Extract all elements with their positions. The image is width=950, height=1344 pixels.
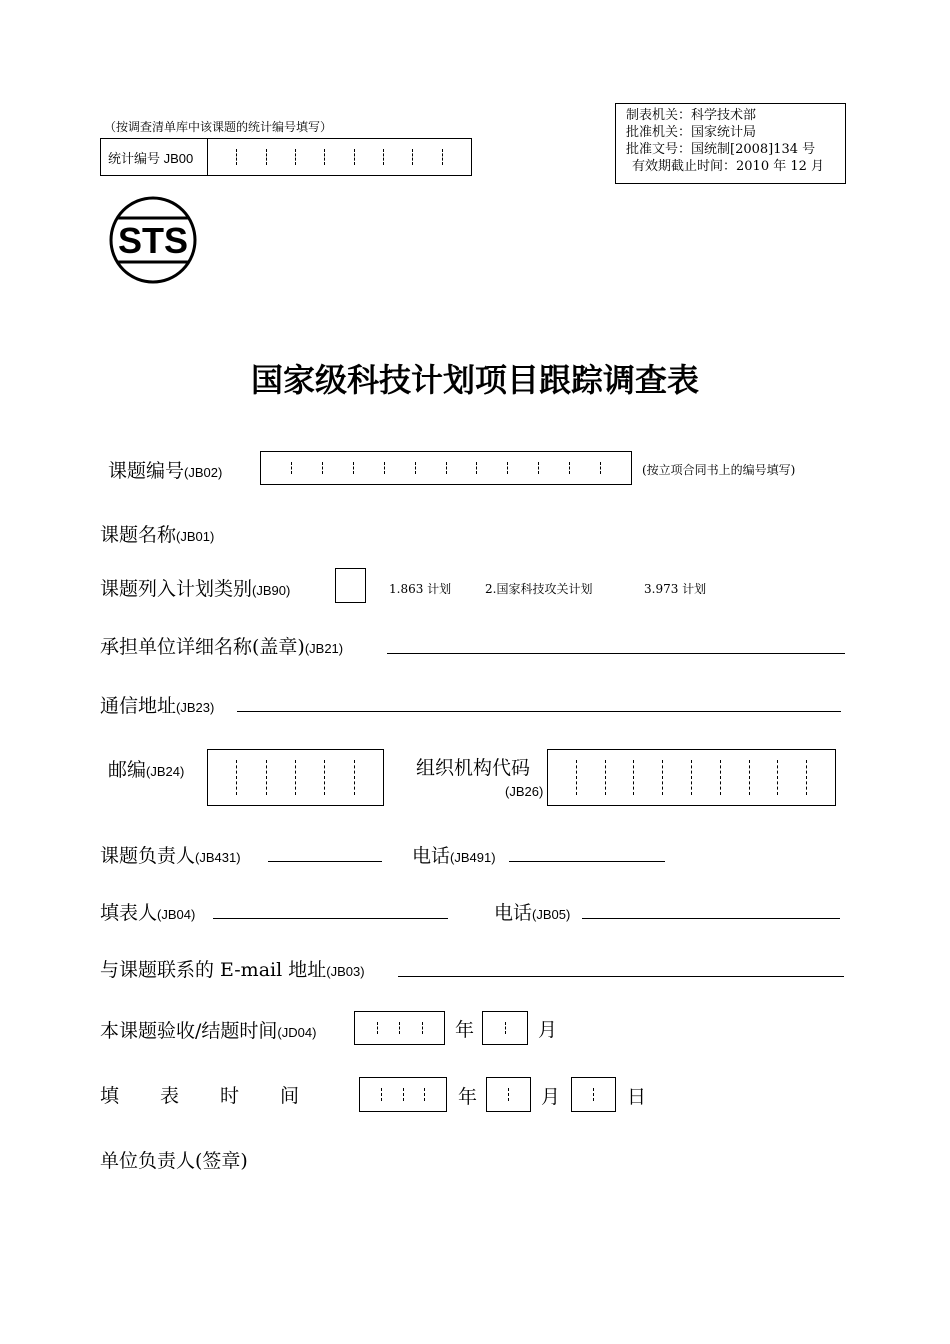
accept-time-label: 本课题验收/结题时间(JD04) [100, 1020, 317, 1042]
stat-number-label: 统计编号 JB00 [101, 139, 208, 175]
filler-phone-field[interactable] [582, 918, 840, 919]
logo-text: STS [117, 220, 189, 261]
approval-line-4: 有效期截止时间：2010 年 12 月 [632, 159, 825, 174]
approval-line-3: 批准文号：国统制[2008]134 号 [626, 142, 816, 157]
sts-logo [108, 196, 198, 286]
top-note: （按调查清单库中该课题的统计编号填写） [104, 120, 333, 134]
email-label: 与课题联系的 E-mail 地址(JB03) [100, 959, 365, 981]
fill-year-input[interactable] [359, 1077, 447, 1112]
filler-label: 填表人(JB04) [100, 902, 196, 924]
fill-month-input[interactable] [486, 1077, 531, 1112]
fill-day-input[interactable] [571, 1077, 616, 1112]
accept-year-unit: 年 [455, 1019, 475, 1041]
leader-phone-label: 电话(JB491) [412, 845, 496, 867]
unit-name-label: 承担单位详细名称(盖章)(JB21) [100, 636, 344, 658]
plan-option-863: 1.863 计划 [389, 582, 452, 596]
org-code-code: (JB26) [505, 784, 544, 799]
fill-time-label: 填 表 时 间 [100, 1085, 301, 1107]
unit-name-field[interactable] [387, 653, 845, 654]
topic-no-input[interactable] [260, 451, 632, 485]
leader-label: 课题负责人(JB431) [100, 845, 241, 867]
leader-field[interactable] [268, 861, 382, 862]
plan-option-tackle: 2.国家科技攻关计划 [485, 582, 593, 596]
accept-month-unit: 月 [538, 1019, 558, 1041]
topic-no-label: 课题编号(JB02) [108, 460, 223, 482]
org-code-label: 组织机构代码 [416, 757, 531, 779]
unit-leader-label: 单位负责人(签章) [100, 1150, 248, 1172]
accept-year-input[interactable] [354, 1011, 445, 1045]
topic-no-note: (按立项合同书上的编号填写) [642, 463, 796, 477]
plan-option-973: 3.973 计划 [644, 582, 707, 596]
plan-type-label: 课题列入计划类别(JB90) [100, 578, 291, 600]
fill-month-unit: 月 [541, 1086, 561, 1108]
postcode-label: 邮编(JB24) [108, 759, 185, 781]
topic-name-label: 课题名称(JB01) [100, 524, 215, 546]
fill-day-unit: 日 [627, 1086, 647, 1108]
fill-year-unit: 年 [458, 1086, 478, 1108]
filler-field[interactable] [213, 918, 448, 919]
address-label: 通信地址(JB23) [100, 695, 215, 717]
filler-phone-label: 电话(JB05) [494, 902, 571, 924]
address-field[interactable] [237, 711, 841, 712]
leader-phone-field[interactable] [509, 861, 665, 862]
org-code-input[interactable] [547, 749, 836, 806]
stat-number-box [100, 138, 472, 176]
accept-month-input[interactable] [482, 1011, 528, 1045]
approval-line-2: 批准机关：国家统计局 [626, 125, 757, 140]
approval-box [615, 103, 846, 184]
postcode-input[interactable] [207, 749, 384, 806]
approval-line-1: 制表机关：科学技术部 [626, 108, 757, 123]
plan-type-checkbox[interactable] [335, 568, 366, 603]
email-field[interactable] [398, 976, 844, 977]
stat-number-input[interactable] [208, 139, 471, 175]
page-title: 国家级科技计划项目跟踪调查表 [250, 361, 699, 399]
